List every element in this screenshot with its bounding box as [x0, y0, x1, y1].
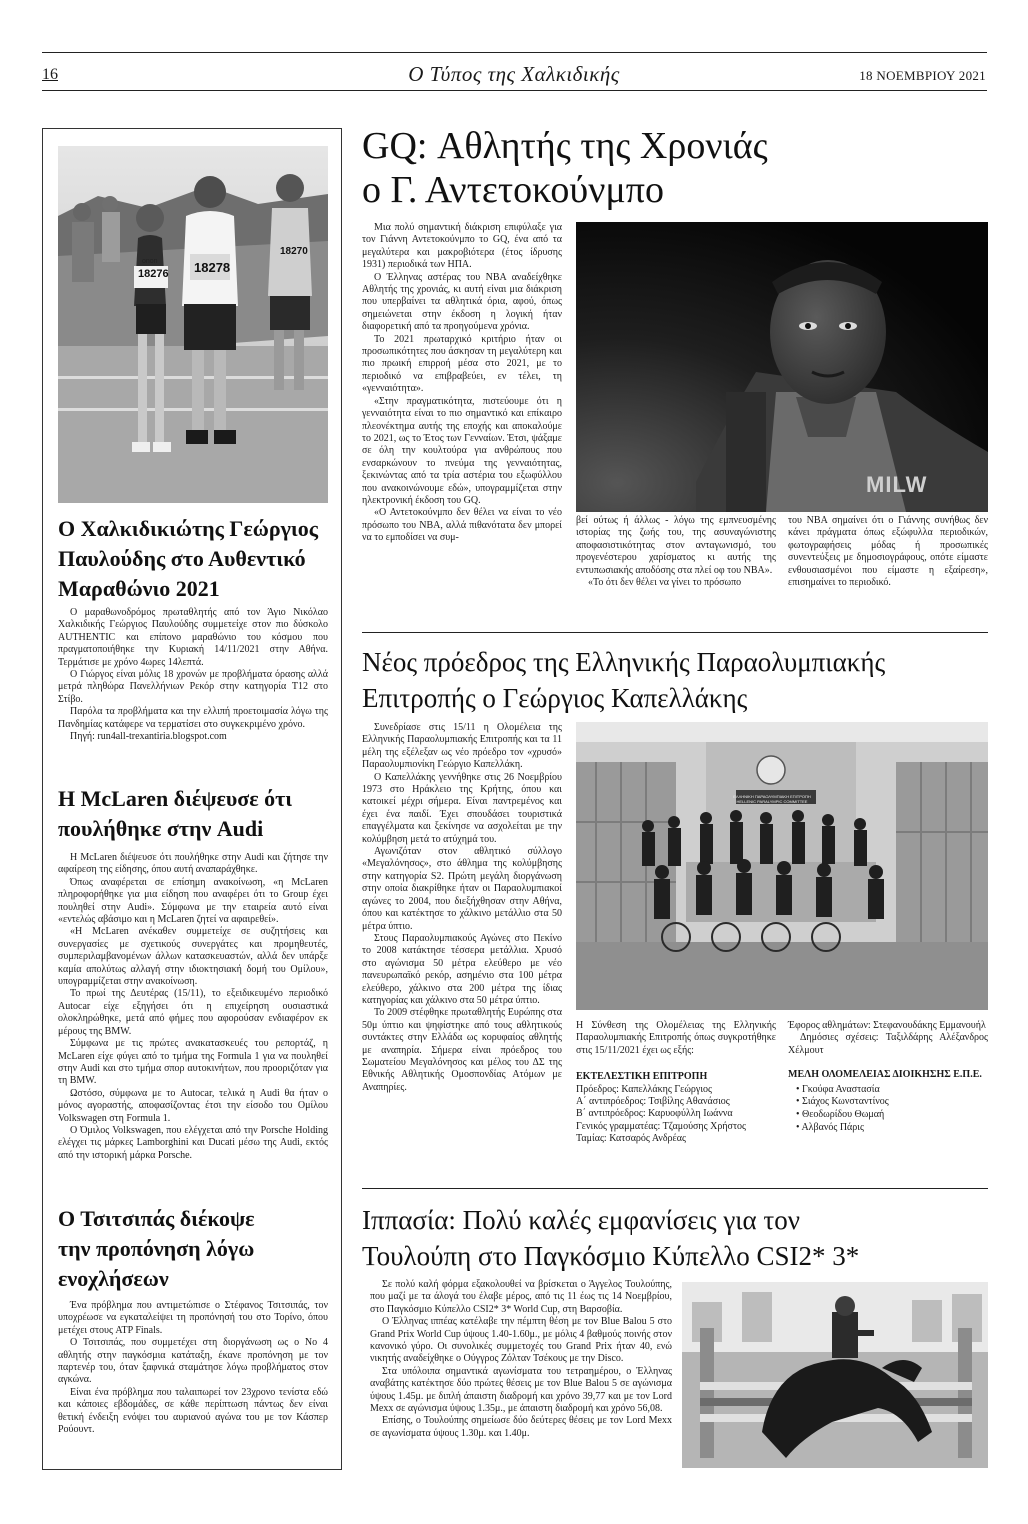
paralympic-headline-line2: Επιτροπής ο Γεώργιος Καπελλάκης [362, 683, 748, 713]
tsitsipas-headline: Ο Τσιτσιπάς διέκοψε την προπόνηση λόγω ενοχλήσεων [58, 1206, 255, 1291]
bib-number: 18278 [194, 260, 231, 275]
masthead-top-rule [42, 52, 987, 53]
paragraph: Η McLaren διέψευσε ότι πουλήθηκε στην Audi και ζήτησε την αφαίρεση της είδησης, όπου αυτή αναπαράχθηκε. [58, 852, 328, 876]
paragraph: Όπως αναφέρεται σε επίσημη ανακοίνωση, «η McLaren πληροφορήθηκε για μια είδηση που αναφέρει ότι το Group έχει πουληθεί στην Audi». Σύμφωνα με την εταιρεία αυτό είναι «εντελώς αβάσιμο και η McLaren ζητεί να αφαιρεθεί». [58, 876, 328, 926]
jersey-text: MILW [866, 472, 928, 497]
paragraph: «Το ότι δεν θέλει να γίνει το πρόσωπο [588, 577, 742, 589]
exec-member: Ταμίας: Κατσαρός Ανδρέας [576, 1133, 686, 1145]
role-line: Έφορος αθλημάτων: Στεφανουδάκης Εμμανουήλ [788, 1020, 986, 1031]
paralympic-committee-photo [576, 722, 988, 1010]
paragraph: «Η McLaren ανέκαθεν συμμετείχε σε συζητήσεις και συνεργασίες με σχετικούς συνεργάτες και προμηθευτές, συμπεριλαμβανομένων άλλων κατασκευαστών, αλλά δεν υπάρξε καμία απολύτως αλλαγή στην ιδιοκτησιακή δομή του Ομίλου», υπογραμμίζεται στην ανακοίνωση. [58, 926, 328, 988]
paragraph: Ο Όμιλος Volkswagen, που ελέγχεται από την Porsche Holding ελέγχει τις μάρκες Lamborghini και Ducati μέσω της Audi, εκτός από την ιστορική μάρκα Porsche. [58, 1124, 328, 1161]
marathon-headline: Ο Χαλκιδικιώτης Γεώργιος Παυλούδης στο Αυθεντικό Μαραθώνιο 2021 [58, 516, 319, 601]
sign-line-greek: ΕΛΛΗΝΙΚΗ ΠΑΡΑΟΛΥΜΠΙΑΚΗ ΕΠΙΤΡΟΠΗ [733, 794, 811, 799]
gq-column-3 [788, 515, 988, 589]
gq-column-1 [362, 222, 562, 545]
show-jumping-photo [682, 1282, 988, 1468]
paragraph: Συνεδρίασε στις 15/11 η Ολομέλεια της Ελληνικής Παραολυμπιακής Επιτροπής και τα 11 μέλη της εξέλεξαν ως νέο πρόεδρο τον «χρυσό» Παραολυμπιονίκη Γεώργιο Καπελλάκη. [362, 722, 562, 771]
marathon-photo [58, 146, 328, 503]
paragraph: Σε πολύ καλή φόρμα εξακολουθεί να βρίσκεται ο Άγγελος Τουλούπης, που μαζί με τα άλογά του έλαβε μέρος, από τις 11 έως τις 14 Νοεμβρίου, στο Παγκόσμιο Κύπελλο CSI2* 3* World Cup, στη Βαρσοβία. [370, 1279, 672, 1315]
bib-number: 18270 [280, 246, 308, 257]
role-line: Δημόσιες σχέσεις: Ταξιλδάρης Αλέξανδρος Χέλμουτ [788, 1032, 988, 1056]
list-item: • Θεοδωρίδου Θωμαή [796, 1109, 885, 1121]
bib-number: 18276 [138, 268, 169, 280]
mclaren-body [58, 852, 328, 1162]
exec-member: Α΄ αντιπρόεδρος: Τσιβίλης Αθανάσιος [576, 1096, 730, 1108]
list-item: • Αλβανός Πάρις [796, 1122, 864, 1134]
paragraph: Ο Έλληνας αστέρας του NBA αναδείχθηκε Αθλητής της χρονιάς, κι αυτή είναι μια διάκριση που υπερβαίνει τα αθλητικά όρια, αφού, όπως σημειώνεται στην έκδοση η λογική ήταν διαφορετική από τα προηγούμενα χρόνια. [362, 271, 562, 333]
tsitsipas-body [58, 1300, 328, 1436]
paragraph: Ένα πρόβλημα που αντιμετώπισε ο Στέφανος Τσιτσιπάς, τον υποχρέωσε να εγκαταλείψει τη προπόνησή του στο Τορίνο, όπου μετέχει στους ATP Finals. [58, 1300, 328, 1336]
board-members-label: ΜΕΛΗ ΟΛΟΜΕΛΕΙΑΣ ΔΙΟΙΚΗΣΗΣ Ε.Π.Ε. [788, 1069, 982, 1081]
antetokounmpo-photo [576, 222, 988, 512]
paralympic-column-1 [362, 722, 562, 1094]
newspaper-title: Ο Τύπος της Χαλκιδικής [408, 62, 620, 86]
paragraph: Ο Γιώργος είναι μόλις 18 χρονών με προβλήματα όρασης αλλά μετρά πληθώρα Πανελλήνιων Ρεκόρ στην κατηγορία T12 στο Στίβο. [58, 669, 328, 705]
paralympic-headline-line1: Νέος πρόεδρος της Ελληνικής Παραολυμπιακής [362, 647, 886, 677]
marathon-body [58, 607, 328, 743]
paragraph: βεί ούτως ή άλλως - λόγω της εμπνευσμένης ιστορίας της ζωής του, της ασυναγώνιστης αποφασιστικότητας στον ανταγωνισμό, του προγενέστερου χαρίσματος κι αυτής της εντυπωσιακής αποδόσης στα πλεί οφ του NBA». [576, 515, 776, 576]
paragraph: Το πρωί της Δευτέρας (15/11), το εξειδικευμένο περιοδικό Autocar είχε εξηγήσει ότι η επιχείρηση ουσιαστικά ολοκληρώθηκε, μετά από φήμες που αφορούσαν ενδιαφέρον εκ μέρους της BMW. [58, 988, 328, 1037]
bib-brand: onon [142, 258, 158, 265]
section-divider [362, 632, 988, 633]
list-item: • Σιάχος Κωνσταντίνος [796, 1096, 889, 1108]
exec-member: Γενικός γραμματέας: Τζαμούσης Χρήστος [576, 1120, 746, 1132]
paragraph: του NBA σημαίνει ότι ο Γιάννης συνήθως δεν κάνει πράγματα όπως εξώφυλλα περιοδικών, φωτογραφήσεις μόδας ή προσωπικές συνεντεύξεις με δημοσιογράφους, οπότε είμαστε ενθουσιασμένοι που είμαστε η εξαίρεση», επισημαίνει το περιοδικό. [788, 515, 988, 589]
hippasia-body [370, 1279, 672, 1440]
board-members-list [788, 1084, 988, 1135]
sign-line-english: HELLENIC PARALYMPIC COMMITTEE [736, 799, 808, 804]
paragraph: Το 2009 στέφθηκε πρωταθλητής Ευρώπης στα 50μ ύπτιο και ψηφίστηκε από τους αθλητικούς συντάκτες στην Ελλάδα ως κορυφαίος αθλητής με αναπηρία. Σήμερα είναι πρόεδρος του Σωματείου Μεγαλόνησος και μέλος του ΔΣ της Εθνικής Αθλητικής Ομοσπονδίας Ατόμων με Αναπηρίες. [362, 1007, 562, 1093]
paralympic-caption-block [576, 1020, 776, 1146]
building-sign [724, 794, 820, 804]
issue-date: 18 ΝΟΕΜΒΡΙΟΥ 2021 [859, 68, 986, 83]
gq-headline-line1: GQ: Αθλητής της Χρονιάς [362, 125, 768, 167]
paragraph: Στους Παραολυμπιακούς Αγώνες στο Πεκίνο το 2008 κατάκτησε τέσσερα μετάλλια. Χρυσό στο αγώνισμα 50 μέτρα ελεύθερο με νέο πανευρωπαϊκό ρεκόρ, ασημένιο στα 100 μέτρα ελεύθερο, χάλκινο στα 200 μέτρα της ίδιας κατηγορίας και χάλκινο στα 50 μέτρα ύπτιο. [362, 932, 562, 1006]
list-item: • Γκούφα Αναστασία [796, 1083, 880, 1095]
paragraph: Αγωνιζόταν στον αθλητικό σύλλογο «Μεγαλόνησος», στο άθλημα της κολύμβησης στην κατηγορία S2. Πρώτη μεγάλη διοργάνωση στην οποία διακρίθηκε ήταν οι Παραολυμπιακοί αγώνες το 2004, που διεξήχθησαν στην Αθήνα, όπου και κατέκτησε το χάλκινο μετάλλιο στα 50 μέτρα ύπτιο. [362, 846, 562, 932]
hippasia-headline-line2: Τουλούπη στο Παγκόσμιο Κύπελλο CSI2* 3* [362, 1241, 860, 1271]
gq-headline-line2: ο Γ. Αντετοκούνμπο [362, 169, 664, 211]
page-number: 16 [42, 66, 58, 83]
paralympic-roles-block [788, 1020, 988, 1135]
paragraph: Το 2021 πρωταρχικό κριτήριο ήταν οι προσωπικότητες που άσκησαν τη μεγαλύτερη και πιο πρωική επιρροή μέσα στο 2021, με το περιοδικό να επιβραβεύει, εν τέλει, τη «γενναιότητα». [362, 333, 562, 395]
paragraph: Είναι ένα πρόβλημα που ταλαιπωρεί τον 23χρονο τενίστα εδώ και κάποιες εβδομάδες, σε κάθε περίπτωση πάντως δεν είναι θετική ένδειξη ενόψει του αυριανού αγώνα του με τον Κάσπερ Ρούουντ. [58, 1386, 328, 1436]
paragraph: Ο μαραθωνοδρόμος πρωταθλητής από τον Άγιο Νικόλαο Χαλκιδικής Γεώργιος Παυλούδης συμμετείχε στον πιο δύσκολο AUTHENTIC και επίπονο μαραθώνιο του κόσμου που πραγματοποιήθηκε την Κυριακή 14/11/2021 στην Αθήνα. Τερμάτισε με χρόνο 4ωρες 14λεπτά. [58, 607, 328, 668]
exec-member: Πρόεδρος: Καπελλάκης Γεώργιος [576, 1083, 712, 1095]
gq-column-2 [576, 515, 776, 589]
source-line: Πηγή: run4all-trexantiria.blogspot.com [70, 731, 227, 743]
mclaren-headline: Η McLaren διέψευσε ότι πουλήθηκε στην Audi [58, 786, 293, 841]
paragraph: Μια πολύ σημαντική διάκριση επιφύλαξε για τον Γιάννη Αντετοκούνμπο το GQ, ένα από τα μεγαλύτερα και μακροβιότερα (έτος ίδρυσης 1931) περιοδικά των ΗΠΑ. [362, 222, 562, 271]
hippasia-headline-line1: Ιππασία: Πολύ καλές εμφανίσεις για τον [362, 1205, 800, 1235]
masthead-bottom-rule [42, 90, 987, 91]
paragraph: Ο Τσιτσιπάς, που συμμετέχει στη διοργάνωση ως ο Νο 4 αθλητής στην παγκόσμια κατάταξη, έκανε προπόνηση με τον παρτενέρ του, όταν ξαφνικά σταμάτησε λόγω προβλήματος στον αγκώνα. [58, 1337, 328, 1386]
paragraph: Ωστόσο, σύμφωνα με το Autocar, τελικά η Audi θα ήταν ο μόνος αγοραστής, αποφασίζοντας έτσι την είσοδο του Ομίλου Volkswagen στη Formula 1. [58, 1087, 328, 1124]
paragraph: «Ο Αντετοκούνμπο δεν θέλει να είναι το νέο πρόσωπο του NBA, αλλά πιθανότατα δεν μπορεί να το εμποδίσει να συμ- [362, 507, 562, 544]
paragraph: Ο Έλληνας ιππέας κατέλαβε την πέμπτη θέση με τον Blue Balou 5 στο Grand Prix World Cup ύψους 1.40-1.60μ., με μόλις 4 βαθμούς ποινής στον κανονικό γύρο. Οι συνολικές συμμετοχές του Grand Prix ήταν 40, ενώ νικητής αναδείχθηκε ο Ούγγρος Ζόλταν Τσέκους με την Disco. [370, 1316, 672, 1365]
exec-committee-label: ΕΚΤΕΛΕΣΤΙΚΗ ΕΠΙΤΡΟΠΗ [576, 1071, 708, 1083]
paragraph: Επίσης, ο Τουλούπης σημείωσε δύο δεύτερες θέσεις με τον Lord Mexx σε αγωνίσματα ύψους 1.30μ. και 1.40μ. [370, 1415, 672, 1439]
paragraph: «Στην πραγματικότητα, πιστεύουμε ότι η γενναιότητα είναι το πιο σημαντικό και επίκαιρο πλεονέκτημα αυτής της εποχής και αποκαλούμε το 2021, ως το Έτος των Γενναίων. Έτσι, ψάξαμε σε όλη την κουλτούρα για ανθρώπους που ενσαρκώνουν το πνεύμα της γενναιότητας, ξεκινώντας από τα τρία αστέρια του εξωφύλλου που ανακοινώνουμε εδώ», υπογραμμίζεται στην ηλεκτρονική έκδοση του GQ. [362, 395, 562, 506]
caption: Η Σύνθεση της Ολομέλειας της Ελληνικής Παραολυμπιακής Επιτροπής όπως συγκροτήθηκε στις 15/11/2021 έχει ως εξής: [576, 1020, 776, 1056]
section-divider [362, 1188, 988, 1189]
exec-member: Β΄ αντιπρόεδρος: Καρυοφύλλη Ιωάννα [576, 1108, 733, 1120]
paragraph: Στα υπόλοιπα σημαντικά αγωνίσματα του τετραημέρου, ο Έλληνας αναβάτης κατέκτησε δύο πρώτες θέσεις με τον Blue Balou 5 σε αγώνισμα ύψους 1.45μ. με διπλή άπαιστη διαδρομή και χρόνο 39,77 και με τον Lord Mexx σε αγώνισμα ύψους 1.35μ., με άπαιστη διαδρομή και χρόνο 56,08. [370, 1365, 672, 1415]
paragraph: Ο Καπελλάκης γεννήθηκε στις 26 Νοεμβρίου 1973 στο Ηράκλειο της Κρήτης, όπου και κατοικεί μέχρι σήμερα. Είναι παντρεμένος και έχει ένα παιδί. Έχει σπουδάσει τουριστικά επαγγέλματα και ξεκίνησε να ασχολείται με την κολύμβηση μετά το ατύχημά του. [362, 771, 562, 845]
paragraph: Σύμφωνα με τις πρώτες ανακατασκευές του ρεπορτάζ, η McLaren είχε φύγει από το τμήμα της Formula 1 για να πουληθεί στην Audi και στο τμήμα σπορ αυτοκινήτων, που προοριζόταν για τη BMW. [58, 1038, 328, 1087]
paragraph: Παρόλα τα προβλήματα και την ελλιπή προετοιμασία λόγω της Πανδημίας κατάφερε να τερματίσει στο συγκεκριμένο χρόνο. [58, 706, 328, 730]
